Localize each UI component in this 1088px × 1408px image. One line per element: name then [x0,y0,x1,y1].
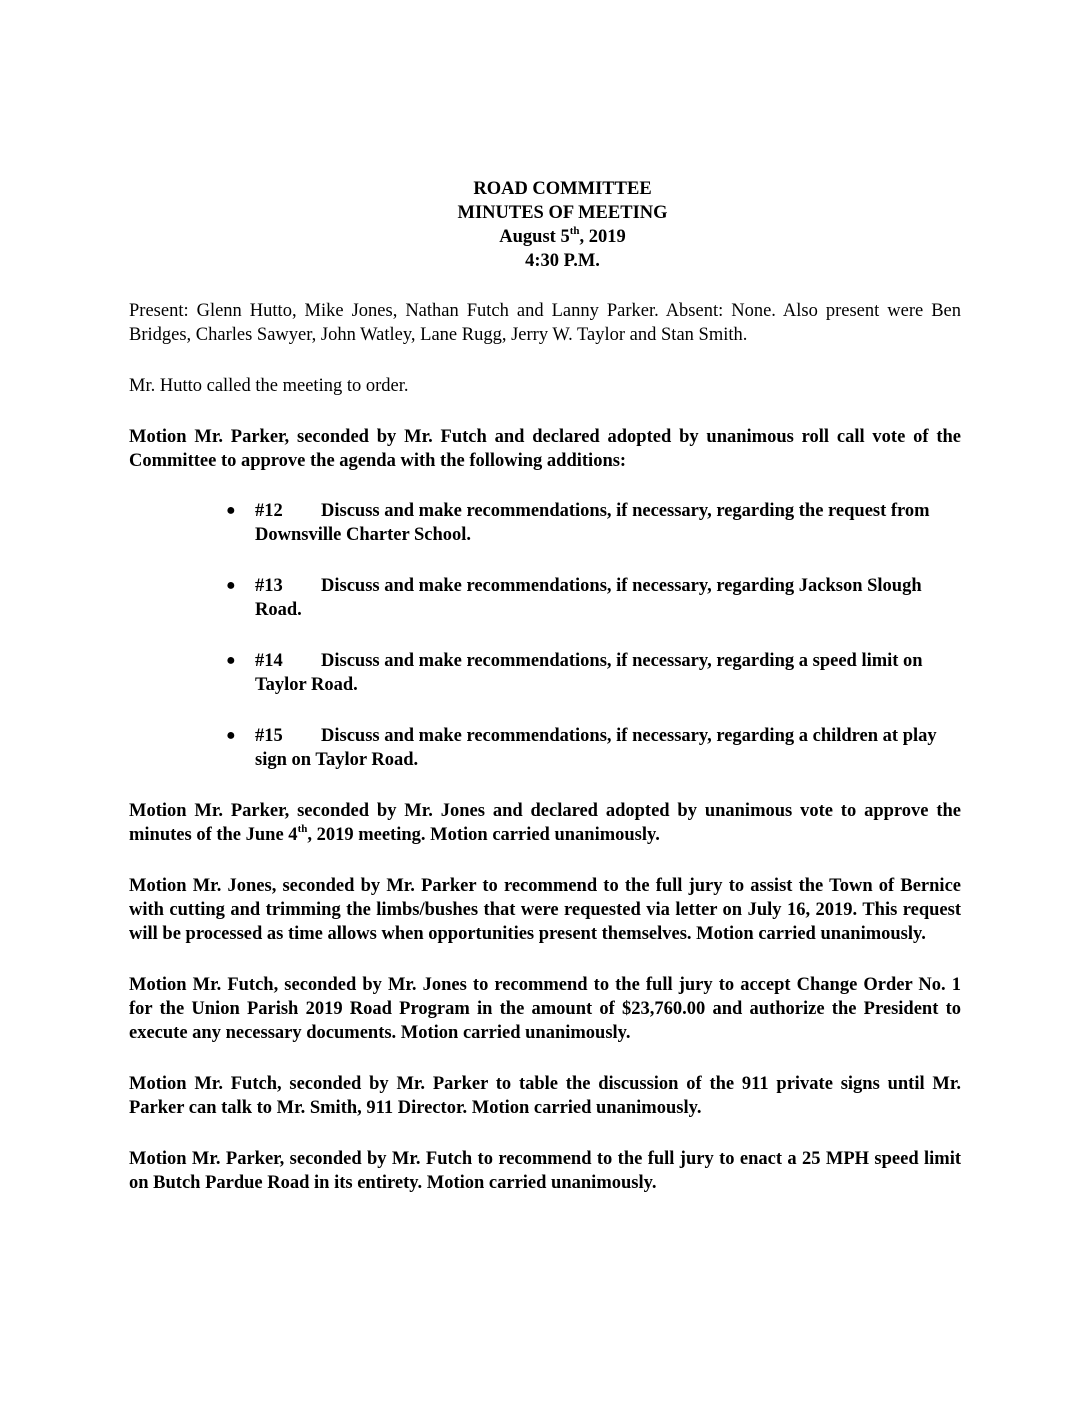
minutes-document [129,177,961,1195]
motion-minutes-part1: Motion Mr. Parker, seconded by Mr. Jones and declared adopted by unanimous vote to approve the minutes of the June 4 [129,801,961,845]
motion-change-order-paragraph: Motion Mr. Futch, seconded by Mr. Jones to recommend to the full jury to accept Change Order No. 1 for the Union Parish 2019 Road Program in the amount of $23,760.00 and authorize the President to execute any necessary documents. Motion carried unanimously. [129,975,961,1043]
agenda-item-text: Discuss and make recommendations, if necessary, regarding a speed limit on Taylor Road. [255,651,923,695]
agenda-item-text: Discuss and make recommendations, if necessary, regarding Jackson Slough Road. [255,576,922,620]
bullet-icon: ● [226,577,236,594]
meeting-time: 4:30 P.M. [525,251,600,271]
committee-title: ROAD COMMITTEE [473,179,652,199]
agenda-item [129,499,961,547]
meeting-date-suffix: th [569,224,580,237]
motion-minutes-paragraph [129,799,961,847]
agenda-item [129,724,961,772]
agenda-item-number: #13 [255,576,283,596]
attendance-paragraph: Present: Glenn Hutto, Mike Jones, Nathan Futch and Lanny Parker. Absent: None. Also present were Ben Bridges, Charles Sawyer, John Watley, Lane Rugg, Jerry W. Taylor and Stan Smith. [129,301,961,345]
motion-minutes-suffix: th [297,822,308,835]
agenda-additions-list [129,499,961,772]
call-to-order-paragraph: Mr. Hutto called the meeting to order. [129,376,409,396]
agenda-item-text: Discuss and make recommendations, if necessary, regarding the request from Downsville Charter School. [255,501,930,545]
motion-911-paragraph: Motion Mr. Futch, seconded by Mr. Parker to table the discussion of the 911 private signs until Mr. Parker can talk to Mr. Smith, 911 Director. Motion carried unanimously. [129,1074,961,1118]
meeting-date-month-day: August 5 [499,227,570,247]
agenda-item-number: #15 [255,726,283,746]
meeting-date [164,225,961,249]
agenda-item [129,649,961,697]
meeting-date-year: , 2019 [579,227,626,247]
agenda-item-number: #14 [255,651,283,671]
motion-minutes-part2: , 2019 meeting. Motion carried unanimously. [307,825,660,845]
bullet-icon: ● [226,727,236,744]
agenda-item-number: #12 [255,501,283,521]
motion-speed-limit-paragraph: Motion Mr. Parker, seconded by Mr. Futch to recommend to the full jury to enact a 25 MPH speed limit on Butch Pardue Road in its entirety. Motion carried unanimously. [129,1149,961,1193]
bullet-icon: ● [226,652,236,669]
motion-agenda-paragraph: Motion Mr. Parker, seconded by Mr. Futch and declared adopted by unanimous roll call vote of the Committee to approve the agenda with the following additions: [129,427,961,471]
document-header [164,177,961,273]
motion-bernice-paragraph: Motion Mr. Jones, seconded by Mr. Parker to recommend to the full jury to assist the Town of Bernice with cutting and trimming the limbs/bushes that were requested via letter on July 16, 2019. This request will be processed as time allows when opportunities present themselves. Motion carried unanimously. [129,876,961,944]
minutes-title: MINUTES OF MEETING [457,203,668,223]
agenda-item [129,574,961,622]
agenda-item-text: Discuss and make recommendations, if necessary, regarding a children at play sign on Taylor Road. [255,726,937,770]
bullet-icon: ● [226,502,236,519]
